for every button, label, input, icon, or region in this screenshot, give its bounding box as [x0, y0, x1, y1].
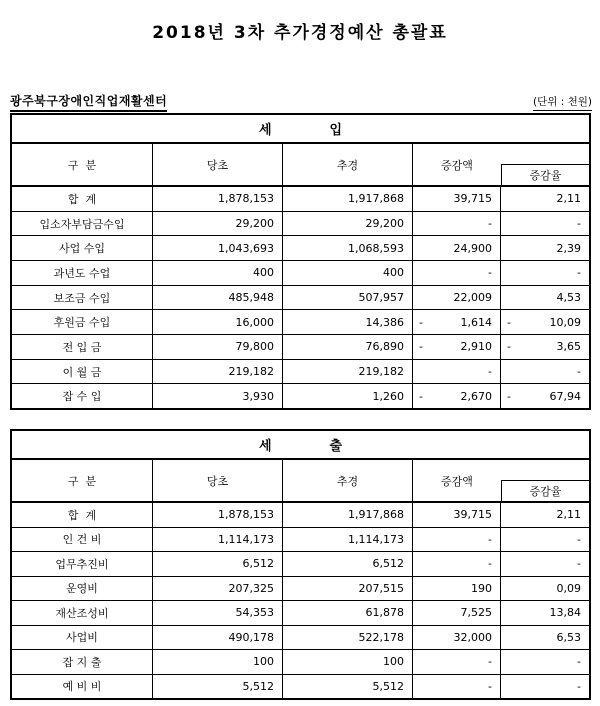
cell-change-amount [413, 384, 501, 408]
value: 2,11 [556, 508, 581, 522]
cell-original: 1,878,153 [153, 187, 283, 211]
cell-revised: 5,512 [283, 675, 413, 699]
minus-sign: - [507, 340, 511, 354]
cell-change-amount [413, 335, 501, 359]
cell-change-rate [501, 310, 589, 334]
minus-sign: - [507, 389, 511, 403]
value: 24,900 [453, 241, 492, 255]
value: 0,09 [556, 581, 581, 595]
table-row [12, 187, 589, 212]
value: - [488, 266, 492, 280]
cell-change-amount [413, 601, 501, 625]
expenditure-table-body [12, 503, 589, 698]
value: 7,525 [460, 606, 492, 620]
unit-label: (단위 : 천원) [533, 94, 592, 111]
cell-revised: 1,114,173 [283, 528, 413, 552]
cell-revised: 522,178 [283, 626, 413, 650]
cell-change-amount [413, 286, 501, 310]
cell-category: 사업비 [12, 626, 153, 650]
column-header-change-rate: 증감율 [501, 164, 589, 185]
value: 39,715 [453, 192, 492, 206]
minus-sign: - [419, 340, 423, 354]
value: - [577, 532, 581, 546]
cell-change-amount [413, 360, 501, 384]
cell-category: 입소자부담금수입 [12, 212, 153, 236]
value: - [488, 655, 492, 669]
page-title: 2018년 3차 추가경정예산 총괄표 [152, 23, 448, 43]
table-title-char: 출 [329, 439, 343, 454]
cell-change-rate [501, 503, 589, 527]
cell-original: 16,000 [153, 310, 283, 334]
cell-category: 이 월 금 [12, 360, 153, 384]
cell-revised: 14,386 [283, 310, 413, 334]
cell-change-amount [413, 310, 501, 334]
value: - [577, 557, 581, 571]
cell-change-amount [413, 261, 501, 285]
cell-original: 1,878,153 [153, 503, 283, 527]
cell-revised: 1,068,593 [283, 236, 413, 260]
value: - [488, 217, 492, 230]
column-header-original: 당초 [153, 144, 283, 185]
cell-category: 합 계 [12, 503, 153, 527]
minus-sign: - [507, 315, 511, 329]
table-row [12, 577, 589, 602]
table-row [12, 384, 589, 408]
cell-change-rate [501, 286, 589, 310]
minus-sign: - [419, 315, 423, 329]
cell-category: 운영비 [12, 577, 153, 601]
cell-category: 합 계 [12, 187, 153, 211]
cell-category: 사업 수입 [12, 236, 153, 260]
cell-change-rate [501, 528, 589, 552]
value: 2,39 [556, 241, 581, 255]
cell-original: 3,930 [153, 384, 283, 408]
cell-revised: 61,878 [283, 601, 413, 625]
revenue-table-body [12, 187, 589, 408]
expenditure-table-header [12, 460, 589, 503]
table-row [12, 601, 589, 626]
table-row [12, 212, 589, 237]
cell-category: 인 건 비 [12, 528, 153, 552]
cell-change-rate [501, 552, 589, 576]
value: 4,53 [556, 291, 581, 305]
column-header-change-amount: 증감액 [441, 158, 473, 172]
column-header-change-group [413, 144, 589, 185]
cell-change-rate [501, 675, 589, 699]
cell-change-amount [413, 675, 501, 699]
column-header-original: 당초 [153, 460, 283, 501]
cell-revised: 1,917,868 [283, 503, 413, 527]
cell-category: 재산조성비 [12, 601, 153, 625]
cell-original: 219,182 [153, 360, 283, 384]
cell-change-rate [501, 577, 589, 601]
cell-category: 과년도 수업 [12, 261, 153, 285]
cell-category: 잡 지 출 [12, 650, 153, 674]
cell-original: 54,353 [153, 601, 283, 625]
value: 32,000 [453, 630, 492, 644]
value: 2,910 [460, 340, 492, 354]
column-header-revised: 추경 [283, 144, 413, 185]
cell-original: 1,043,693 [153, 236, 283, 260]
cell-revised: 1,917,868 [283, 187, 413, 211]
cell-revised: 76,890 [283, 335, 413, 359]
value: - [577, 266, 581, 280]
column-header-category: 구 분 [12, 460, 153, 501]
minus-sign: - [419, 389, 423, 403]
cell-original: 485,948 [153, 286, 283, 310]
cell-revised: 1,260 [283, 384, 413, 408]
table-row [12, 360, 589, 385]
cell-change-rate [501, 236, 589, 260]
cell-change-rate [501, 261, 589, 285]
value: - [577, 679, 581, 693]
value: - [577, 655, 581, 669]
column-header-change-group [413, 460, 589, 501]
cell-change-amount [413, 577, 501, 601]
cell-category: 잡 수 입 [12, 384, 153, 408]
cell-revised: 207,515 [283, 577, 413, 601]
cell-change-amount [413, 503, 501, 527]
cell-change-rate [501, 360, 589, 384]
column-header-revised: 추경 [283, 460, 413, 501]
revenue-table-header [12, 144, 589, 187]
cell-category: 전 입 금 [12, 335, 153, 359]
cell-change-amount [413, 626, 501, 650]
organization-name: 광주북구장애인직업재활센터 [10, 92, 167, 112]
table-row [12, 335, 589, 360]
cell-original: 100 [153, 650, 283, 674]
cell-revised: 400 [283, 261, 413, 285]
table-row [12, 528, 589, 553]
table-row [12, 552, 589, 577]
cell-change-rate [501, 626, 589, 650]
cell-change-rate [501, 601, 589, 625]
cell-original: 29,200 [153, 212, 283, 236]
table-title-char: 세 [258, 439, 272, 454]
value: - [488, 365, 492, 379]
cell-original: 207,325 [153, 577, 283, 601]
value: - [488, 557, 492, 571]
cell-category: 보조금 수입 [12, 286, 153, 310]
table-row [12, 503, 589, 528]
value: 13,84 [549, 606, 581, 620]
table-row [12, 675, 589, 699]
column-header-change-amount: 증감액 [441, 474, 473, 488]
cell-change-amount [413, 552, 501, 576]
cell-change-amount [413, 212, 501, 236]
cell-revised: 219,182 [283, 360, 413, 384]
cell-change-amount [413, 650, 501, 674]
cell-change-amount [413, 528, 501, 552]
cell-change-rate [501, 384, 589, 408]
cell-category: 후원금 수입 [12, 310, 153, 334]
cell-change-rate [501, 335, 589, 359]
cell-category: 업무추진비 [12, 552, 153, 576]
revenue-table [10, 113, 591, 410]
value: 190 [471, 581, 492, 595]
value: - [577, 365, 581, 379]
table-row [12, 236, 589, 261]
cell-change-rate [501, 212, 589, 236]
table-row [12, 310, 589, 335]
cell-original: 1,114,173 [153, 528, 283, 552]
cell-change-rate [501, 650, 589, 674]
value: 3,65 [556, 340, 581, 354]
table-row [12, 261, 589, 286]
cell-change-rate [501, 187, 589, 211]
value: - [577, 217, 581, 230]
value: - [488, 679, 492, 693]
cell-change-amount [413, 187, 501, 211]
table-row [12, 286, 589, 311]
value: 2,11 [556, 192, 581, 206]
value: - [488, 532, 492, 546]
table-title-char: 세 [258, 123, 272, 138]
expenditure-table [10, 429, 591, 700]
column-header-category: 구 분 [12, 144, 153, 185]
cell-revised: 6,512 [283, 552, 413, 576]
expenditure-table-title [12, 431, 589, 460]
column-header-change-rate: 증감율 [501, 480, 589, 501]
table-row [12, 626, 589, 651]
cell-revised: 100 [283, 650, 413, 674]
revenue-table-title [12, 115, 589, 144]
cell-revised: 507,957 [283, 286, 413, 310]
value: 1,614 [460, 315, 492, 329]
cell-original: 79,800 [153, 335, 283, 359]
cell-original: 490,178 [153, 626, 283, 650]
value: 39,715 [453, 508, 492, 522]
cell-category: 예 비 비 [12, 675, 153, 699]
table-title-char: 입 [329, 123, 343, 138]
value: 67,94 [549, 389, 581, 403]
table-row [12, 650, 589, 675]
cell-original: 6,512 [153, 552, 283, 576]
value: 2,670 [460, 389, 492, 403]
value: 10,09 [549, 315, 581, 329]
cell-original: 5,512 [153, 675, 283, 699]
cell-original: 400 [153, 261, 283, 285]
value: 6,53 [556, 630, 581, 644]
cell-revised: 29,200 [283, 212, 413, 236]
cell-change-amount [413, 236, 501, 260]
value: 22,009 [453, 291, 492, 305]
